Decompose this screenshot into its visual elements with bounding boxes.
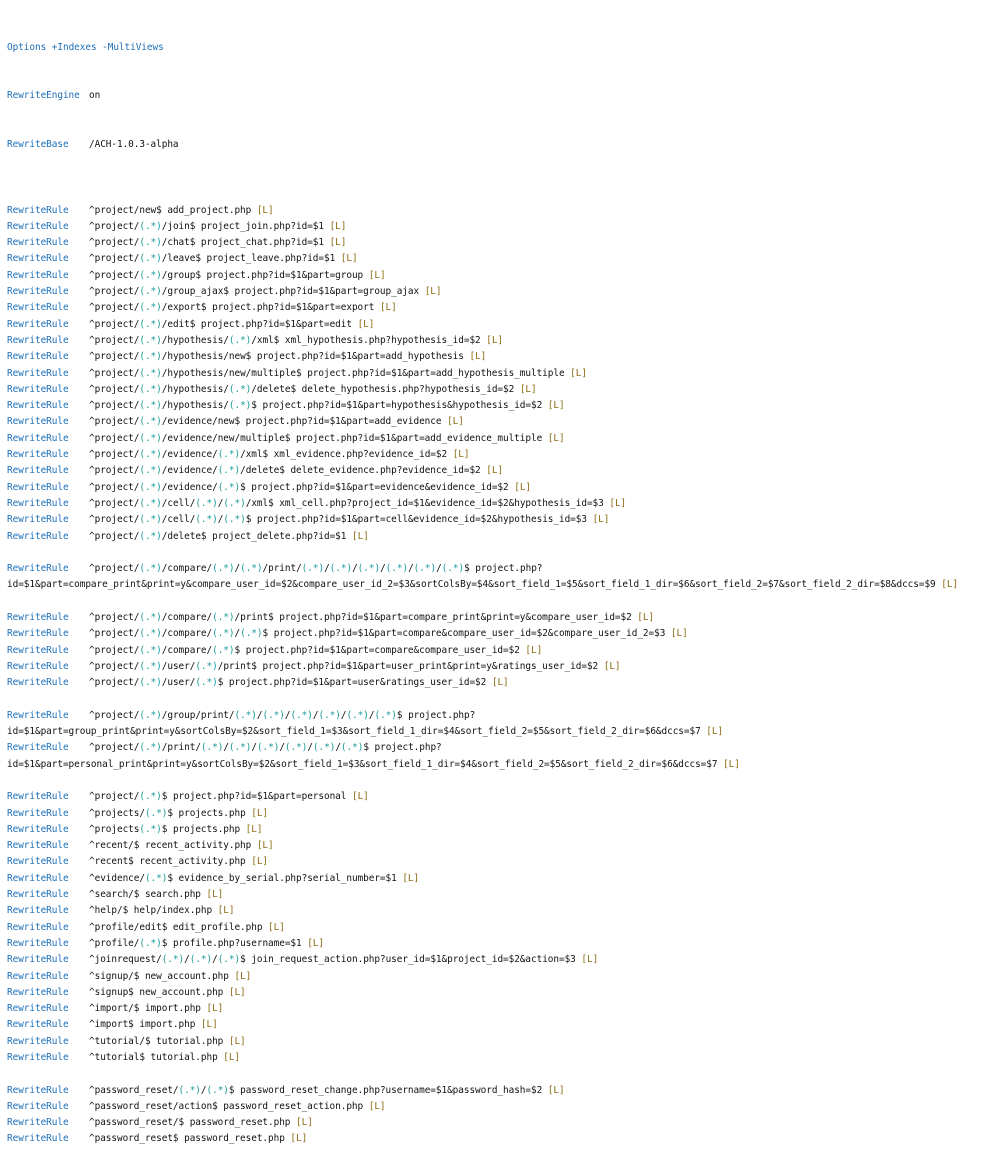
- rule-flag: [L]: [609, 497, 627, 509]
- rewrite-rule-line: [7, 887, 981, 903]
- rule-flag: [L]: [251, 807, 269, 819]
- regex-capture-group: (.*): [139, 237, 162, 249]
- rewrite-rule-text: ^password_reset$ password_reset.php [L]: [89, 1133, 308, 1145]
- regex-capture-group: (.*): [262, 709, 285, 721]
- rule-flag: [L]: [256, 840, 274, 852]
- regex-capture-group: (.*): [223, 497, 246, 509]
- rewrite-base-directive: RewriteBase: [7, 139, 69, 151]
- rewrite-rule-keyword: RewriteRule: [7, 742, 69, 754]
- rewrite-rule-keyword: RewriteRule: [7, 400, 69, 412]
- rule-flag: [L]: [206, 889, 224, 901]
- rule-flag: [L]: [706, 726, 724, 738]
- rewrite-rule-line: [7, 952, 981, 968]
- rewrite-rule-text: ^recent$ recent_activity.php [L]: [89, 856, 269, 868]
- rule-flag: [L]: [637, 611, 655, 623]
- blank-line: [7, 545, 981, 561]
- rule-flag: [L]: [206, 1003, 224, 1015]
- rewrite-rule-line: [7, 643, 981, 659]
- blank-line: [7, 1066, 981, 1082]
- rewrite-rule-keyword: RewriteRule: [7, 677, 69, 689]
- regex-capture-group: (.*): [139, 791, 162, 803]
- rule-flag: [L]: [217, 905, 235, 917]
- rule-flag: [L]: [290, 1133, 308, 1145]
- rewrite-rule-keyword: RewriteRule: [7, 204, 69, 216]
- regex-capture-group: (.*): [318, 709, 341, 721]
- rewrite-rule-line: [7, 838, 981, 854]
- regex-capture-group: (.*): [139, 302, 162, 314]
- rewrite-rule-text: ^project/(.*)/compare/(.*)$ project.php?id=$1&part=compare&compare_user_id=$2 [L]: [89, 644, 543, 656]
- rewrite-rule-line: [7, 333, 981, 349]
- rule-flag: [L]: [402, 872, 420, 884]
- rewrite-rule-keyword: RewriteRule: [7, 644, 69, 656]
- rewrite-rule-text: ^projects/(.*)$ projects.php [L]: [89, 807, 269, 819]
- rewrite-rule-line: [7, 903, 981, 919]
- rewrite-rule-line: [7, 969, 981, 985]
- rule-flag: [L]: [379, 302, 397, 314]
- rule-flag: [L]: [307, 937, 324, 949]
- rewrite-rule-line: [7, 398, 981, 414]
- rule-flag: [L]: [296, 1117, 313, 1129]
- rewrite-rule-text: ^project/(.*)/hypothesis/new/multiple$ project.php?id=$1&part=add_hypothesis_multiple [L]: [89, 367, 587, 379]
- rewrite-rule-text: ^project/(.*)/hypothesis/(.*)$ project.php?id=$1&part=hypothesis&hypothesis_id=$2 [L]: [89, 400, 565, 412]
- rewrite-rule-line: [7, 789, 981, 805]
- regex-capture-group: (.*): [139, 400, 162, 412]
- regex-capture-group: (.*): [139, 318, 162, 330]
- rewrite-rule-keyword: RewriteRule: [7, 986, 69, 998]
- rewrite-rule-line: [7, 1131, 981, 1147]
- rewrite-rule-line: [7, 1115, 981, 1131]
- regex-capture-group: (.*): [139, 367, 162, 379]
- rewrite-rule-keyword: RewriteRule: [7, 840, 69, 852]
- rewrite-rule-continuation: id=$1&part=compare_print&print=y&compare_user_id=$2&compare_user_id_2=$3&sortColsBy=$4&sort_field_1=$5&sort_field_1_dir=$6&sort_field_2=$7&sort_field_2_dir=$8&dccs=$9 [L]: [7, 579, 959, 591]
- rewrite-rule-keyword: RewriteRule: [7, 1035, 69, 1047]
- rewrite-rule-line: [7, 366, 981, 382]
- blank-line: [7, 594, 981, 610]
- rewrite-rule-line: [7, 806, 981, 822]
- rewrite-rule-text: ^project/(.*)/hypothesis/new$ project.php?id=$1&part=add_hypothesis [L]: [89, 351, 487, 363]
- regex-capture-group: (.*): [217, 449, 241, 461]
- rule-flag: [L]: [447, 416, 464, 428]
- rewrite-rule-line: [7, 871, 981, 887]
- rewrite-rule-keyword: RewriteRule: [7, 709, 69, 721]
- rewrite-rule-text: ^tutorial/$ tutorial.php [L]: [89, 1035, 246, 1047]
- rewrite-rule-text: ^project/(.*)/edit$ project.php?id=$1&part=edit [L]: [89, 318, 375, 330]
- rewrite-rule-text: ^password_reset/(.*)/(.*)$ password_reset_change.php?username=$1&password_hash=$2 [L]: [89, 1084, 565, 1096]
- regex-capture-group: (.*): [139, 611, 162, 623]
- regex-capture-group: (.*): [139, 286, 162, 298]
- rewrite-rule-keyword: RewriteRule: [7, 237, 69, 249]
- rewrite-rule-text: ^project/(.*)/group$ project.php?id=$1&part=group [L]: [89, 269, 386, 281]
- rule-flag: [L]: [329, 237, 347, 249]
- regex-capture-group: (.*): [301, 563, 325, 575]
- rule-flag: [L]: [424, 286, 442, 298]
- rule-flag: [L]: [340, 253, 358, 265]
- rewrite-rule-keyword: RewriteRule: [7, 367, 69, 379]
- rewrite-rules-container: [7, 186, 981, 1148]
- rewrite-rule-line: [7, 1001, 981, 1017]
- rule-flag: [L]: [368, 1100, 386, 1112]
- rule-flag: [L]: [351, 530, 369, 542]
- rewrite-rule-text: ^project/new$ add_project.php [L]: [89, 204, 274, 216]
- rewrite-rule-keyword: RewriteRule: [7, 611, 69, 623]
- rewrite-rule-text: ^project/(.*)/evidence/new/multiple$ project.php?id=$1&part=add_evidence_multiple [L]: [89, 432, 565, 444]
- rule-flag: [L]: [268, 921, 285, 933]
- rule-flag: [L]: [486, 334, 504, 346]
- blank-line: [7, 186, 981, 202]
- options-directive: Options: [7, 41, 47, 53]
- rewrite-rule-keyword: RewriteRule: [7, 416, 69, 428]
- rewrite-rule-keyword: RewriteRule: [7, 660, 69, 672]
- regex-capture-group: (.*): [195, 677, 218, 689]
- regex-capture-group: (.*): [139, 432, 162, 444]
- rewrite-rule-line: [7, 349, 981, 365]
- regex-capture-group: (.*): [228, 334, 252, 346]
- rewrite-rule-line: [7, 561, 981, 577]
- rule-flag: [L]: [368, 269, 386, 281]
- regex-capture-group: (.*): [139, 220, 162, 232]
- rewrite-rule-keyword: RewriteRule: [7, 1019, 69, 1031]
- rewrite-rule-line: [7, 251, 981, 267]
- rewrite-rule-keyword: RewriteRule: [7, 432, 69, 444]
- rewrite-rule-continuation: id=$1&part=group_print&print=y&sortColsBy=$2&sort_field_1=$3&sort_field_1_dir=$4&sort_field_2=$5&sort_field_2_dir=$6&dccs=$7 [L]: [7, 726, 724, 738]
- rewrite-rule-text: ^project/(.*)/join$ project_join.php?id=$1 [L]: [89, 220, 347, 232]
- rewrite-rule-text: ^help/$ help/index.php [L]: [89, 905, 235, 917]
- rewrite-rule-line: [7, 203, 981, 219]
- rule-flag: [L]: [234, 970, 252, 982]
- rewrite-rule-text: ^project/(.*)/hypothesis/(.*)/xml$ xml_hypothesis.php?hypothesis_id=$2 [L]: [89, 334, 504, 346]
- rewrite-rule-keyword: RewriteRule: [7, 286, 69, 298]
- regex-capture-group: (.*): [346, 709, 369, 721]
- rewrite-rule-keyword: RewriteRule: [7, 253, 69, 265]
- regex-capture-group: (.*): [189, 954, 213, 966]
- rewrite-rule-text: ^project/(.*)/export$ project.php?id=$1&part=export [L]: [89, 302, 397, 314]
- rewrite-base-value: /ACH-1.0.3-alpha: [89, 139, 179, 151]
- rule-flag: [L]: [514, 481, 532, 493]
- rewrite-rule-text: ^tutorial$ tutorial.php [L]: [89, 1052, 241, 1063]
- regex-capture-group: (.*): [228, 400, 252, 412]
- rewrite-rule-line: [7, 1050, 981, 1066]
- rule-flag: [L]: [357, 318, 375, 330]
- blank-line: [7, 773, 981, 789]
- rule-flag: [L]: [452, 449, 470, 461]
- regex-capture-group: (.*): [290, 709, 313, 721]
- rewrite-rule-text: ^project/(.*)/compare/(.*)/print$ project.php?id=$1&part=compare_print&print=y&compare_user_id=$2 [L]: [89, 611, 655, 623]
- regex-capture-group: (.*): [340, 742, 364, 754]
- rewrite-rule-keyword: RewriteRule: [7, 334, 69, 346]
- options-value: +Indexes -MultiViews: [51, 41, 164, 53]
- rewrite-rule-keyword: RewriteRule: [7, 791, 69, 803]
- rewrite-rule-keyword: RewriteRule: [7, 383, 69, 395]
- rewrite-rule-keyword: RewriteRule: [7, 530, 69, 542]
- rewrite-rule-line: [7, 431, 981, 447]
- rewrite-engine-line: [7, 88, 981, 104]
- rule-flag: [L]: [547, 1084, 565, 1096]
- rewrite-rule-line: [7, 219, 981, 235]
- regex-capture-group: (.*): [139, 481, 162, 493]
- rule-flag: [L]: [469, 351, 487, 363]
- rewrite-base-line: [7, 137, 981, 153]
- rewrite-rule-line: [7, 284, 981, 300]
- rewrite-rule-line: [7, 512, 981, 528]
- rewrite-rule-keyword: RewriteRule: [7, 269, 69, 281]
- regex-capture-group: (.*): [139, 269, 162, 281]
- rewrite-rule-keyword: RewriteRule: [7, 1100, 69, 1112]
- rewrite-rule-text: ^project/(.*)/user/(.*)/print$ project.php?id=$1&part=user_print&print=y&ratings_user_id=$2 [L]: [89, 660, 621, 672]
- rewrite-rule-keyword: RewriteRule: [7, 220, 69, 232]
- rewrite-rule-keyword: RewriteRule: [7, 302, 69, 314]
- rewrite-rule-keyword: RewriteRule: [7, 921, 69, 933]
- regex-capture-group: (.*): [144, 807, 168, 819]
- regex-capture-group: (.*): [217, 954, 241, 966]
- rewrite-rule-line: [7, 822, 981, 838]
- rule-flag: [L]: [941, 579, 959, 591]
- rewrite-rule-line: [7, 235, 981, 251]
- rewrite-rule-keyword: RewriteRule: [7, 856, 69, 868]
- rewrite-rule-line: [7, 1017, 981, 1033]
- regex-capture-group: (.*): [284, 742, 308, 754]
- regex-capture-group: (.*): [240, 628, 263, 640]
- rewrite-rule-line: [7, 675, 981, 691]
- rewrite-rule-text: ^project/(.*)/user/(.*)$ project.php?id=$1&part=user&ratings_user_id=$2 [L]: [89, 677, 509, 689]
- rewrite-rule-line: [7, 854, 981, 870]
- rewrite-rule-line: [7, 300, 981, 316]
- rewrite-rule-text: ^project/(.*)/print/(.*)/(.*)/(.*)/(.*)/(.*)/(.*)$ project.php?: [89, 742, 442, 754]
- regex-capture-group: (.*): [139, 449, 162, 461]
- regex-capture-group: (.*): [413, 563, 437, 575]
- rule-flag: [L]: [670, 628, 688, 640]
- rewrite-rule-line: [7, 985, 981, 1001]
- rule-flag: [L]: [547, 432, 565, 444]
- rewrite-rule-text: ^project/(.*)/chat$ project_chat.php?id=$1 [L]: [89, 237, 347, 249]
- regex-capture-group: (.*): [139, 937, 162, 949]
- regex-capture-group: (.*): [139, 351, 162, 363]
- rewrite-rule-line: [7, 610, 981, 626]
- rule-flag: [L]: [723, 758, 740, 770]
- rule-flag: [L]: [245, 823, 263, 835]
- rewrite-rule-text: ^project/(.*)/evidence/(.*)/xml$ xml_evidence.php?evidence_id=$2 [L]: [89, 449, 470, 461]
- rewrite-rule-text: ^project/(.*)/delete$ project_delete.php?id=$1 [L]: [89, 530, 369, 542]
- rewrite-rule-text: ^project/(.*)/cell/(.*)/(.*)$ project.php?id=$1&part=cell&evidence_id=$2&hypothesis_id=$3 [L]: [89, 514, 610, 526]
- rewrite-rule-keyword: RewriteRule: [7, 318, 69, 330]
- rule-flag: [L]: [603, 660, 621, 672]
- rewrite-rule-text: ^profile/(.*)$ profile.php?username=$1 [L]: [89, 937, 324, 949]
- regex-capture-group: (.*): [200, 742, 224, 754]
- rewrite-rule-keyword: RewriteRule: [7, 628, 69, 640]
- rewrite-rule-text: ^project/(.*)/leave$ project_leave.php?id=$1 [L]: [89, 253, 358, 265]
- rewrite-rule-text: ^project/(.*)/group_ajax$ project.php?id=$1&part=group_ajax [L]: [89, 286, 442, 298]
- rewrite-rule-text: ^project/(.*)/evidence/(.*)$ project.php?id=$1&part=evidence&evidence_id=$2 [L]: [89, 481, 532, 493]
- rewrite-rule-line: [7, 920, 981, 936]
- rule-flag: [L]: [200, 1019, 218, 1031]
- rewrite-rule-keyword: RewriteRule: [7, 449, 69, 461]
- regex-capture-group: (.*): [212, 644, 235, 656]
- rewrite-rule-text: ^project/(.*)/compare/(.*)/(.*)$ project.php?id=$1&part=compare&compare_user_id=$2&compare_user_id_2=$3 [L]: [89, 628, 688, 640]
- regex-capture-group: (.*): [139, 383, 162, 395]
- rewrite-rule-text: ^project/(.*)$ project.php?id=$1&part=personal [L]: [89, 791, 369, 803]
- rewrite-engine-directive: RewriteEngine: [7, 90, 80, 102]
- rewrite-rule-text: ^project/(.*)/hypothesis/(.*)/delete$ delete_hypothesis.php?hypothesis_id=$2 [L]: [89, 383, 537, 395]
- regex-capture-group: (.*): [206, 1084, 229, 1096]
- rule-flag: [L]: [525, 644, 543, 656]
- regex-capture-group: (.*): [256, 742, 280, 754]
- regex-capture-group: (.*): [357, 563, 381, 575]
- rewrite-rule-text: ^password_reset/action$ password_reset_action.php [L]: [89, 1100, 386, 1112]
- regex-capture-group: (.*): [139, 709, 162, 721]
- rewrite-rule-keyword: RewriteRule: [7, 954, 69, 966]
- rewrite-rule-text: ^signup$ new_account.php [L]: [89, 986, 246, 998]
- rewrite-rule-text: ^project/(.*)/cell/(.*)/(.*)/xml$ xml_cell.php?project_id=$1&evidence_id=$2&hypothesis_id=$3 [L]: [89, 497, 627, 509]
- rewrite-rule-text: ^import$ import.php [L]: [89, 1019, 218, 1031]
- rewrite-rule-keyword: RewriteRule: [7, 465, 69, 477]
- rewrite-rule-keyword: RewriteRule: [7, 1003, 69, 1015]
- regex-capture-group: (.*): [217, 481, 241, 493]
- regex-capture-group: (.*): [139, 334, 162, 346]
- rule-flag: [L]: [223, 1052, 241, 1063]
- rewrite-rule-line: [7, 317, 981, 333]
- rewrite-rule-line: [7, 1099, 981, 1115]
- rule-flag: [L]: [228, 986, 246, 998]
- rule-flag: [L]: [592, 514, 610, 526]
- rewrite-rule-line: [7, 480, 981, 496]
- rewrite-rule-keyword: RewriteRule: [7, 1052, 69, 1063]
- rewrite-rule-line: [7, 1034, 981, 1050]
- rewrite-rule-text: ^signup/$ new_account.php [L]: [89, 970, 252, 982]
- rewrite-rule-line: [7, 1083, 981, 1099]
- regex-capture-group: (.*): [139, 253, 162, 265]
- regex-capture-group: (.*): [195, 660, 218, 672]
- regex-capture-group: (.*): [139, 644, 162, 656]
- rewrite-rule-text: ^search/$ search.php [L]: [89, 889, 224, 901]
- rewrite-rule-text: ^profile/edit$ edit_profile.php [L]: [89, 921, 285, 933]
- rewrite-rule-text: ^recent/$ recent_activity.php [L]: [89, 840, 274, 852]
- rule-flag: [L]: [581, 954, 599, 966]
- rewrite-rule-text: ^password_reset/$ password_reset.php [L]: [89, 1117, 313, 1129]
- rewrite-rule-keyword: RewriteRule: [7, 1117, 69, 1129]
- rewrite-rule-keyword: RewriteRule: [7, 937, 69, 949]
- rewrite-rule-keyword: RewriteRule: [7, 872, 69, 884]
- rewrite-rule-text: ^projects(.*)$ projects.php [L]: [89, 823, 263, 835]
- regex-capture-group: (.*): [329, 563, 353, 575]
- rule-flag: [L]: [256, 204, 274, 216]
- rewrite-rule-line: [7, 529, 981, 545]
- regex-capture-group: (.*): [212, 628, 235, 640]
- rewrite-rule-line: [7, 708, 981, 724]
- rewrite-rule-keyword: RewriteRule: [7, 351, 69, 363]
- regex-capture-group: (.*): [139, 563, 162, 575]
- rewrite-rule-line: [7, 447, 981, 463]
- regex-capture-group: (.*): [144, 872, 168, 884]
- rewrite-rule-keyword: RewriteRule: [7, 970, 69, 982]
- regex-capture-group: (.*): [139, 660, 162, 672]
- rule-flag: [L]: [519, 383, 537, 395]
- options-line: [7, 40, 981, 56]
- rule-flag: [L]: [251, 856, 269, 868]
- regex-capture-group: (.*): [228, 383, 252, 395]
- rewrite-rule-line: [7, 382, 981, 398]
- rewrite-rule-text: ^evidence/(.*)$ evidence_by_serial.php?serial_number=$1 [L]: [89, 872, 420, 884]
- rewrite-rule-text: ^project/(.*)/evidence/(.*)/delete$ delete_evidence.php?evidence_id=$2 [L]: [89, 465, 504, 477]
- rewrite-rule-keyword: RewriteRule: [7, 497, 69, 509]
- rewrite-rule-line: [7, 414, 981, 430]
- regex-capture-group: (.*): [139, 677, 162, 689]
- regex-capture-group: (.*): [195, 497, 218, 509]
- rewrite-rule-continuation: id=$1&part=personal_print&print=y&sortColsBy=$2&sort_field_1=$3&sort_field_1_dir=$4&sort_field_2=$5&sort_field_2_dir=$6&dccs=$7 [L]: [7, 758, 740, 770]
- regex-capture-group: (.*): [139, 530, 162, 542]
- rewrite-rule-line: [7, 659, 981, 675]
- regex-capture-group: (.*): [212, 611, 235, 623]
- regex-capture-group: (.*): [195, 514, 218, 526]
- rewrite-rule-line: [7, 463, 981, 479]
- regex-capture-group: (.*): [441, 563, 465, 575]
- regex-capture-group: (.*): [139, 416, 162, 428]
- rewrite-rule-keyword: RewriteRule: [7, 889, 69, 901]
- rewrite-rule-line: [7, 496, 981, 512]
- regex-capture-group: (.*): [217, 465, 241, 477]
- rewrite-rule-keyword: RewriteRule: [7, 807, 69, 819]
- regex-capture-group: (.*): [161, 954, 185, 966]
- rewrite-engine-value: on: [89, 90, 101, 102]
- rewrite-rule-keyword: RewriteRule: [7, 1133, 69, 1145]
- rewrite-rule-keyword: RewriteRule: [7, 905, 69, 917]
- rule-flag: [L]: [329, 220, 347, 232]
- regex-capture-group: (.*): [228, 742, 252, 754]
- rewrite-rule-line: [7, 936, 981, 952]
- rewrite-rule-text: ^project/(.*)/compare/(.*)/(.*)/print/(.*)/(.*)/(.*)/(.*)/(.*)/(.*)$ project.php?: [89, 563, 543, 575]
- rewrite-rule-text: ^import/$ import.php [L]: [89, 1003, 224, 1015]
- rule-flag: [L]: [570, 367, 587, 379]
- rewrite-rule-text: ^project/(.*)/group/print/(.*)/(.*)/(.*)/(.*)/(.*)/(.*)$ project.php?: [89, 709, 476, 721]
- regex-capture-group: (.*): [139, 497, 162, 509]
- regex-capture-group: (.*): [374, 709, 397, 721]
- regex-capture-group: (.*): [212, 563, 235, 575]
- rule-flag: [L]: [351, 791, 369, 803]
- regex-capture-group: (.*): [223, 514, 246, 526]
- rewrite-rule-line: [7, 626, 981, 642]
- regex-capture-group: (.*): [385, 563, 409, 575]
- regex-capture-group: (.*): [312, 742, 336, 754]
- rule-flag: [L]: [486, 465, 504, 477]
- regex-capture-group: (.*): [139, 823, 162, 835]
- regex-capture-group: (.*): [178, 1084, 201, 1096]
- regex-capture-group: (.*): [139, 514, 162, 526]
- rewrite-rule-keyword: RewriteRule: [7, 1084, 69, 1096]
- regex-capture-group: (.*): [240, 563, 263, 575]
- rewrite-rule-keyword: RewriteRule: [7, 563, 69, 575]
- rule-flag: [L]: [228, 1035, 246, 1047]
- rewrite-rule-keyword: RewriteRule: [7, 514, 69, 526]
- rewrite-rule-text: ^project/(.*)/evidence/new$ project.php?id=$1&part=add_evidence [L]: [89, 416, 464, 428]
- rule-flag: [L]: [491, 677, 509, 689]
- regex-capture-group: (.*): [139, 465, 162, 477]
- regex-capture-group: (.*): [139, 628, 162, 640]
- regex-capture-group: (.*): [234, 709, 257, 721]
- rewrite-rule-keyword: RewriteRule: [7, 823, 69, 835]
- rewrite-rule-text: ^joinrequest/(.*)/(.*)/(.*)$ join_request_action.php?user_id=$1&project_id=$2&action=$3 [L]: [89, 954, 599, 966]
- rewrite-rule-line: [7, 268, 981, 284]
- rule-flag: [L]: [547, 400, 565, 412]
- regex-capture-group: (.*): [139, 742, 162, 754]
- blank-line: [7, 691, 981, 707]
- rewrite-rule-keyword: RewriteRule: [7, 481, 69, 493]
- rewrite-rule-line: [7, 740, 981, 756]
